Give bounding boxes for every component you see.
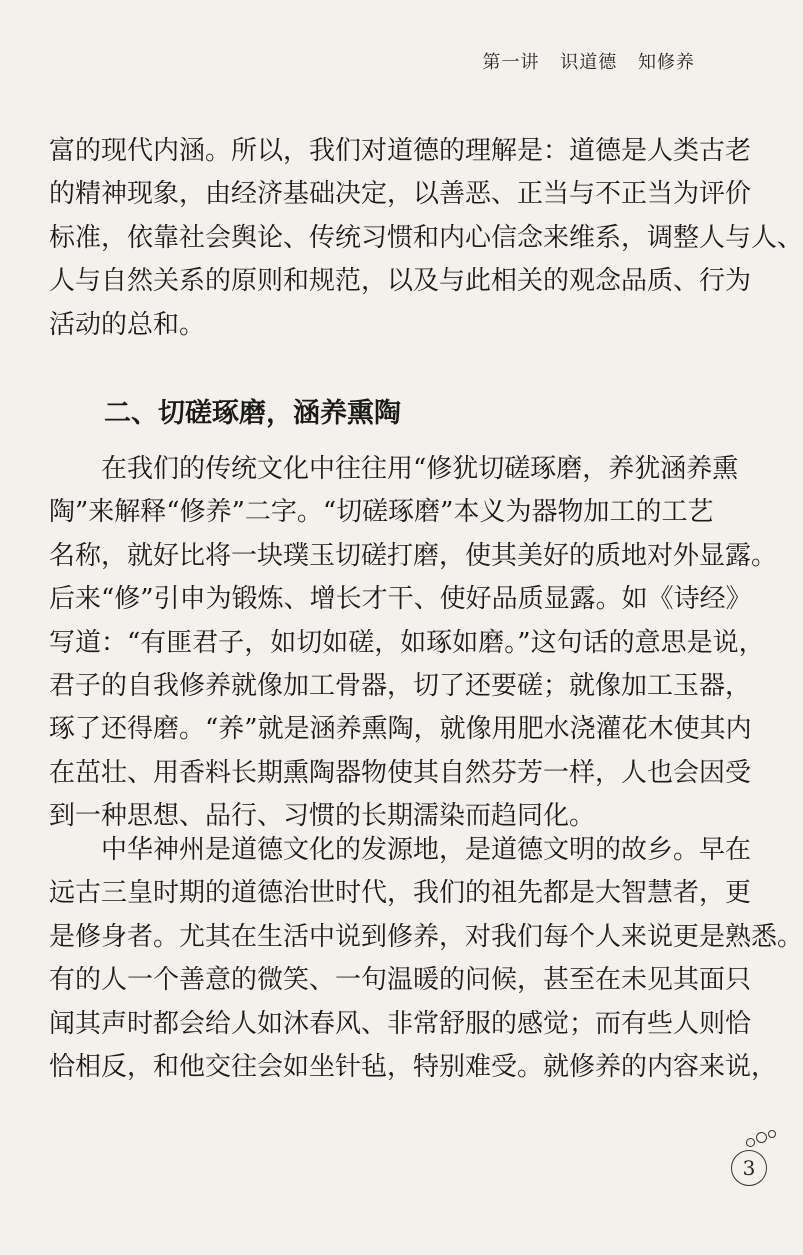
text-line: 恰相反，和他交往会如坐针毡，特别难受。就修养的内容来说， <box>49 1051 778 1082</box>
text-line: 名称，就好比将一块璞玉切磋打磨，使其美好的质地对外显露。 <box>49 540 778 571</box>
paragraph-1 <box>49 130 803 347</box>
ornament-dot <box>768 1130 776 1138</box>
header-title-a: 识道德 <box>560 52 618 73</box>
text-line: 写道：“有匪君子，如切如磋，如琢如磨。”这句话的意思是说， <box>49 627 765 658</box>
text-line: 琢了还得磨。“养”就是涵养熏陶，就像用肥水浇灌花木使其内 <box>49 714 752 745</box>
text-line: 在我们的传统文化中往往用“修犹切磋琢磨，养犹涵养熏 <box>49 454 739 484</box>
text-line: 后来“修”引申为锻炼、增长才干、使好品质显露。如《诗经》 <box>49 584 752 615</box>
text-line: 陶”来解释“修养”二字。“切磋琢磨”本义为器物加工的工艺 <box>49 497 714 528</box>
text-line: 闻其声时都会给人如沐春风、非常舒服的感觉；而有些人则恰 <box>49 1008 752 1039</box>
ornament-dot <box>756 1132 767 1143</box>
text-line: 是修身者。尤其在生活中说到修养，对我们每个人来说更是熟悉。 <box>49 921 803 952</box>
ornament-dot <box>746 1138 755 1147</box>
text-line: 富的现代内涵。所以，我们对道德的理解是：道德是人类古老 <box>49 136 752 166</box>
text-line: 远古三皇时期的道德治世时代，我们的祖先都是大智慧者，更 <box>49 878 752 909</box>
header-lecture: 第一讲 <box>482 52 540 73</box>
text-line: 在茁壮、用香料长期熏陶器物使其自然芬芳一样，人也会因受 <box>49 757 752 788</box>
text-line: 有的人一个善意的微笑、一句温暖的问候，甚至在未见其面只 <box>49 965 752 996</box>
paragraph-3 <box>49 829 803 1089</box>
running-header <box>469 48 695 74</box>
text-line: 中华神州是道德文化的发源地，是道德文明的故乡。早在 <box>49 835 752 865</box>
text-line: 活动的总和。 <box>49 309 206 340</box>
text-line: 标准，依靠社会舆论、传统习惯和内心信念来维系，调整人与人、 <box>49 222 803 253</box>
text-line: 到一种思想、品行、习惯的长期濡染而趋同化。 <box>49 801 596 832</box>
text-line: 的精神现象，由经济基础决定，以善恶、正当与不正当为评价 <box>49 179 752 210</box>
text-line: 人与自然关系的原则和规范，以及与此相关的观念品质、行为 <box>49 266 752 297</box>
header-title-b: 知修养 <box>638 52 695 73</box>
page-number: 3 <box>731 1150 767 1186</box>
text-line: 君子的自我修养就像加工骨器，切了还要磋；就像加工玉器， <box>49 670 752 701</box>
section-heading: 二、切磋琢磨，涵养熏陶 <box>104 398 401 429</box>
paragraph-2 <box>49 448 778 839</box>
